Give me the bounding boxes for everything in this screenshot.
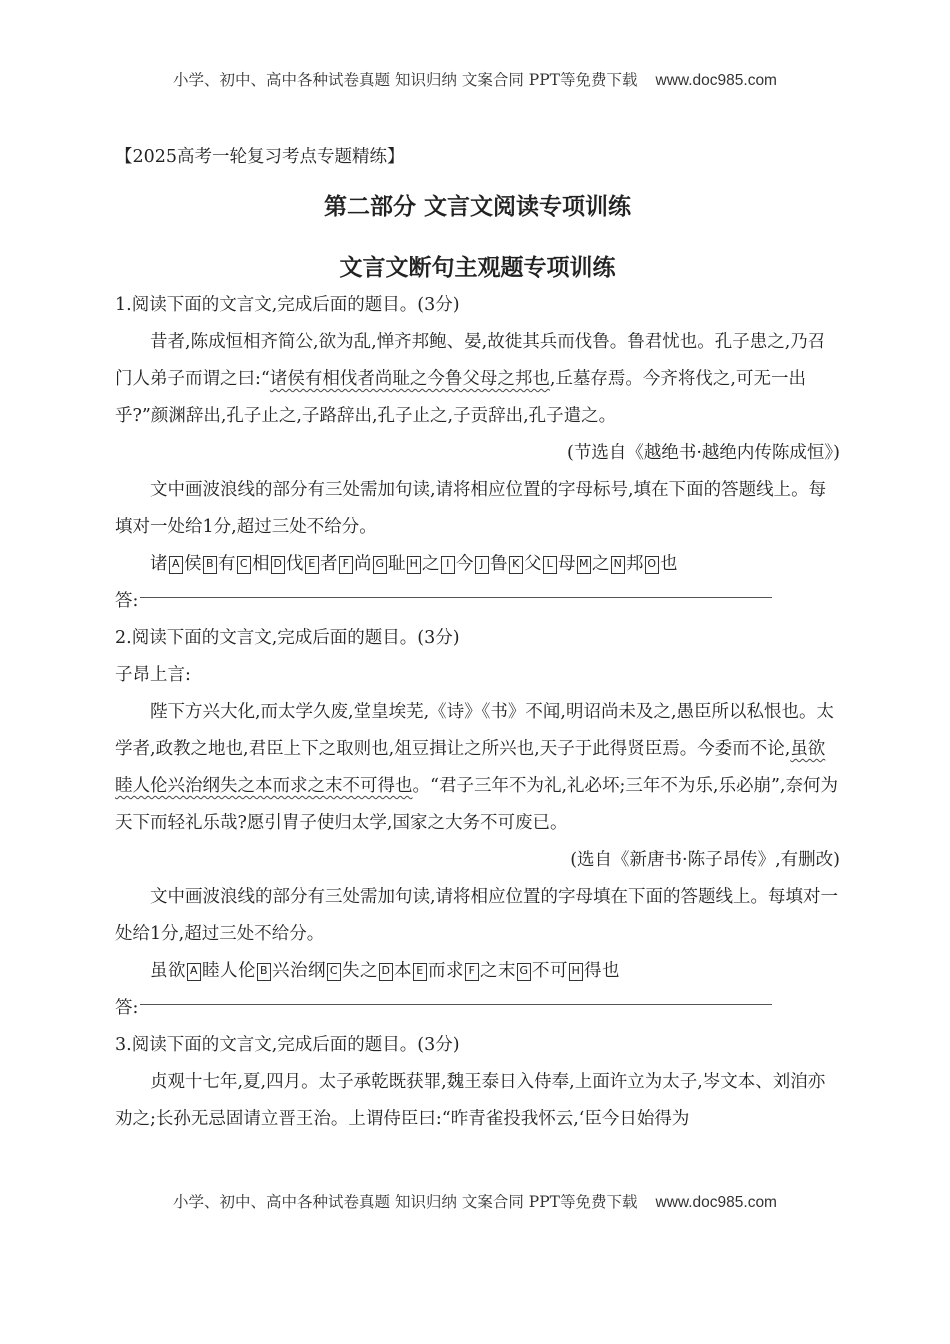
exercise-title: 文言文断句主观题专项训练	[339, 255, 616, 281]
q1-char: 尚	[354, 554, 372, 574]
footer-site[interactable]: www.doc985.com	[655, 1194, 777, 1211]
q1-char: 诸	[150, 554, 168, 574]
q2-instruction: 文中画波浪线的部分有三处需加句读,请将相应位置的字母填在下面的答题线上。每填对一处给1分,超过三处不给分。	[115, 887, 839, 944]
q2-char: 虽欲	[150, 961, 186, 981]
series-label: 【2025高考一轮复习考点专题精练】	[115, 147, 405, 167]
q2-answer-rule[interactable]	[140, 1003, 772, 1005]
q1-slot-e[interactable]: E	[305, 556, 319, 574]
section-title: 第二部分 文言文阅读专项训练	[323, 194, 631, 220]
q2-answer-label: 答:	[115, 998, 139, 1018]
question-2	[115, 620, 840, 1027]
q3-stem: 3.阅读下面的文言文,完成后面的题目。(3分)	[115, 1035, 460, 1055]
q1-punctuation-sequence	[115, 546, 840, 583]
q2-punctuation-sequence	[115, 953, 840, 990]
q1-char: 之	[592, 554, 610, 574]
q1-slot-d[interactable]: D	[271, 556, 285, 574]
q2-speaker: 子昂上言:	[115, 665, 191, 685]
q2-char: 之末	[480, 961, 516, 981]
q1-char: 有	[218, 554, 236, 574]
q2-char: 得也	[584, 961, 620, 981]
q1-slot-c[interactable]: C	[237, 556, 251, 574]
q1-char: 侯	[184, 554, 202, 574]
q1-wavy-text: 诸侯有相伐者尚耻之今鲁父母之邦也	[269, 369, 550, 389]
q1-slot-k[interactable]: K	[509, 556, 523, 574]
footer-text: 小学、初中、高中各种试卷真题 知识归纳 文案合同 PPT等免费下载	[173, 1193, 638, 1211]
q2-char: 不可	[532, 961, 568, 981]
q2-answer-line[interactable]	[115, 990, 840, 1027]
q2-stem: 2.阅读下面的文言文,完成后面的题目。(3分)	[115, 628, 460, 648]
q3-passage: 贞观十七年,夏,四月。太子承乾既获罪,魏王泰日入侍奉,上面许立为太子,岑文本、刘洎亦劝之;长孙无忌固请立晋王治。上谓侍臣曰:“昨青雀投我怀云,‘臣今日始得为	[115, 1072, 826, 1129]
q1-stem: 1.阅读下面的文言文,完成后面的题目。(3分)	[115, 295, 460, 315]
q2-slot-f[interactable]: F	[465, 963, 479, 981]
q1-slot-i[interactable]: I	[441, 556, 455, 574]
q2-passage-b: 。“君子三年不为礼,礼必坏;三年不为乐,乐必崩”,奈何为天下而轻礼乐哉?愿引胄子使归太学,国家之大务不可废已。	[115, 776, 838, 833]
q1-answer-rule[interactable]	[140, 596, 772, 598]
q1-slot-j[interactable]: J	[475, 556, 489, 574]
q2-char: 而求	[428, 961, 464, 981]
q1-char: 今	[456, 554, 474, 574]
q1-slot-f[interactable]: F	[339, 556, 353, 574]
q1-answer-line[interactable]	[115, 583, 840, 620]
q1-slot-h[interactable]: H	[407, 556, 421, 574]
q1-char: 也	[660, 554, 678, 574]
page-footer	[0, 1190, 950, 1212]
q2-char: 失之	[342, 961, 378, 981]
q1-slot-m[interactable]: M	[577, 556, 591, 574]
q1-char: 之	[422, 554, 440, 574]
q2-char: 本	[394, 961, 412, 981]
q2-source: (选自《新唐书·陈子昂传》,有删改)	[570, 850, 840, 870]
q1-char: 父	[524, 554, 542, 574]
q2-slot-c[interactable]: C	[327, 963, 341, 981]
header-site[interactable]: www.doc985.com	[655, 72, 777, 89]
q2-char: 兴治纲	[272, 961, 326, 981]
q1-char: 者	[320, 554, 338, 574]
q1-slot-l[interactable]: L	[543, 556, 557, 574]
q1-passage	[115, 324, 840, 435]
q1-char: 伐	[286, 554, 304, 574]
question-1	[115, 287, 840, 620]
q2-passage	[115, 694, 840, 842]
q1-char: 邦	[626, 554, 644, 574]
q1-slot-b[interactable]: B	[203, 556, 217, 574]
q1-slot-a[interactable]: A	[169, 556, 183, 574]
q2-slot-h[interactable]: H	[569, 963, 583, 981]
q1-char: 鲁	[490, 554, 508, 574]
q1-passage-a: 昔者,陈成恒相齐简公,欲为乱,惮齐邦鲍、晏,故徙其兵而伐鲁。鲁君忧也。孔子患之,乃召门人弟子而谓之曰:“	[115, 332, 826, 389]
q2-wavy-text: 虽欲睦人伦兴治纲失之本而求之末不可得也	[115, 739, 826, 796]
document-body	[115, 142, 840, 1138]
q1-char: 母	[558, 554, 576, 574]
q1-answer-label: 答:	[115, 591, 139, 611]
page-header	[0, 68, 950, 90]
q1-passage-b: ,丘墓存焉。今齐将伐之,可无一出乎?”颜渊辞出,孔子止之,子路辞出,孔子止之,子贡辞出,孔子遣之。	[115, 369, 806, 426]
q2-slot-b[interactable]: B	[257, 963, 271, 981]
header-text: 小学、初中、高中各种试卷真题 知识归纳 文案合同 PPT等免费下载	[173, 71, 638, 89]
q2-slot-g[interactable]: G	[517, 963, 531, 981]
q2-passage-a: 陛下方兴大化,而太学久废,堂皇埃芜,《诗》《书》不闻,明诏尚未及之,愚臣所以私恨也。太学者,政教之地也,君臣上下之取则也,俎豆揖让之所兴也,天子于此得贤臣焉。今委而不论,	[115, 702, 835, 759]
q1-slot-o[interactable]: O	[645, 556, 659, 574]
q1-source: (节选自《越绝书·越绝内传陈成恒》)	[567, 443, 840, 463]
q1-slot-n[interactable]: N	[611, 556, 625, 574]
question-3	[115, 1027, 840, 1138]
q2-slot-e[interactable]: E	[413, 963, 427, 981]
q2-slot-a[interactable]: A	[187, 963, 201, 981]
q2-char: 睦人伦	[202, 961, 256, 981]
q2-slot-d[interactable]: D	[379, 963, 393, 981]
q1-slot-g[interactable]: G	[373, 556, 387, 574]
q1-char: 耻	[388, 554, 406, 574]
q1-instruction: 文中画波浪线的部分有三处需加句读,请将相应位置的字母标号,填在下面的答题线上。每填对一处给1分,超过三处不给分。	[115, 480, 827, 537]
q1-char: 相	[252, 554, 270, 574]
